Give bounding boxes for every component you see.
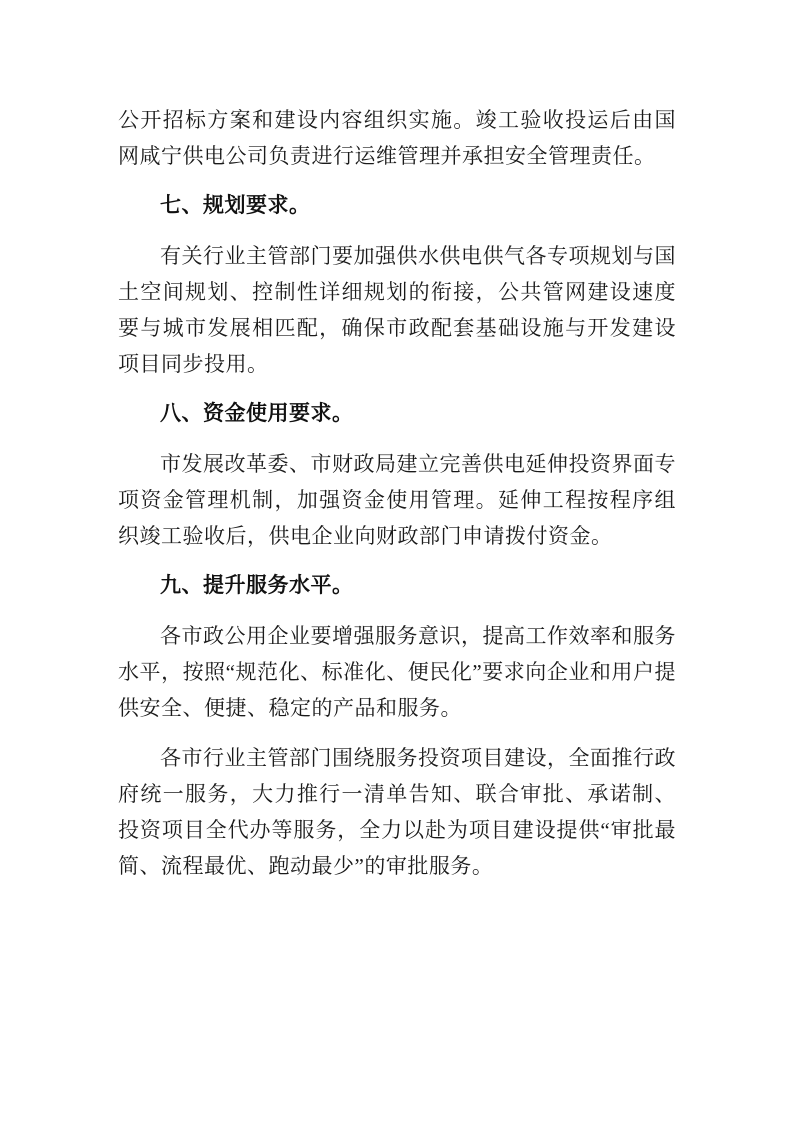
section-9-body-paragraph-1: 各市政公用企业要增强服务意识，提高工作效率和服务水平，按照“规范化、标准化、便民化”要求向企业和用户提供安全、便捷、稳定的产品和服务。: [118, 624, 676, 720]
section-8-body-paragraph: 市发展改革委、市财政局建立完善供电延伸投资界面专项资金管理机制，加强资金使用管理。延伸工程按程序组织竣工验收后，供电企业向财政部门申请拨付资金。: [118, 452, 676, 548]
section-9-body-paragraph-2: 各市行业主管部门围绕服务投资项目建设，全面推行政府统一服务，大力推行一清单告知、联合审批、承诺制、投资项目全代办等服务，全力以赴为项目建设提供“审批最简、流程最优、跑动最少”的审批服务。: [118, 746, 676, 878]
paragraph-continued-from-previous-page: 公开招标方案和建设内容组织实施。竣工验收投运后由国网咸宁供电公司负责进行运维管理并承担安全管理责任。: [118, 108, 676, 168]
section-heading-9-improve-service-level: 九、提升服务水平。: [160, 574, 354, 597]
section-7-body-paragraph: 有关行业主管部门要加强供水供电供气各专项规划与国土空间规划、控制性详细规划的衔接，公共管网建设速度要与城市发展相匹配，确保市政配套基础设施与开发建设项目同步投用。: [118, 244, 676, 376]
section-heading-7-planning-requirements: 七、规划要求。: [160, 194, 311, 217]
section-heading-8-fund-usage-requirements: 八、资金使用要求。: [160, 402, 354, 425]
